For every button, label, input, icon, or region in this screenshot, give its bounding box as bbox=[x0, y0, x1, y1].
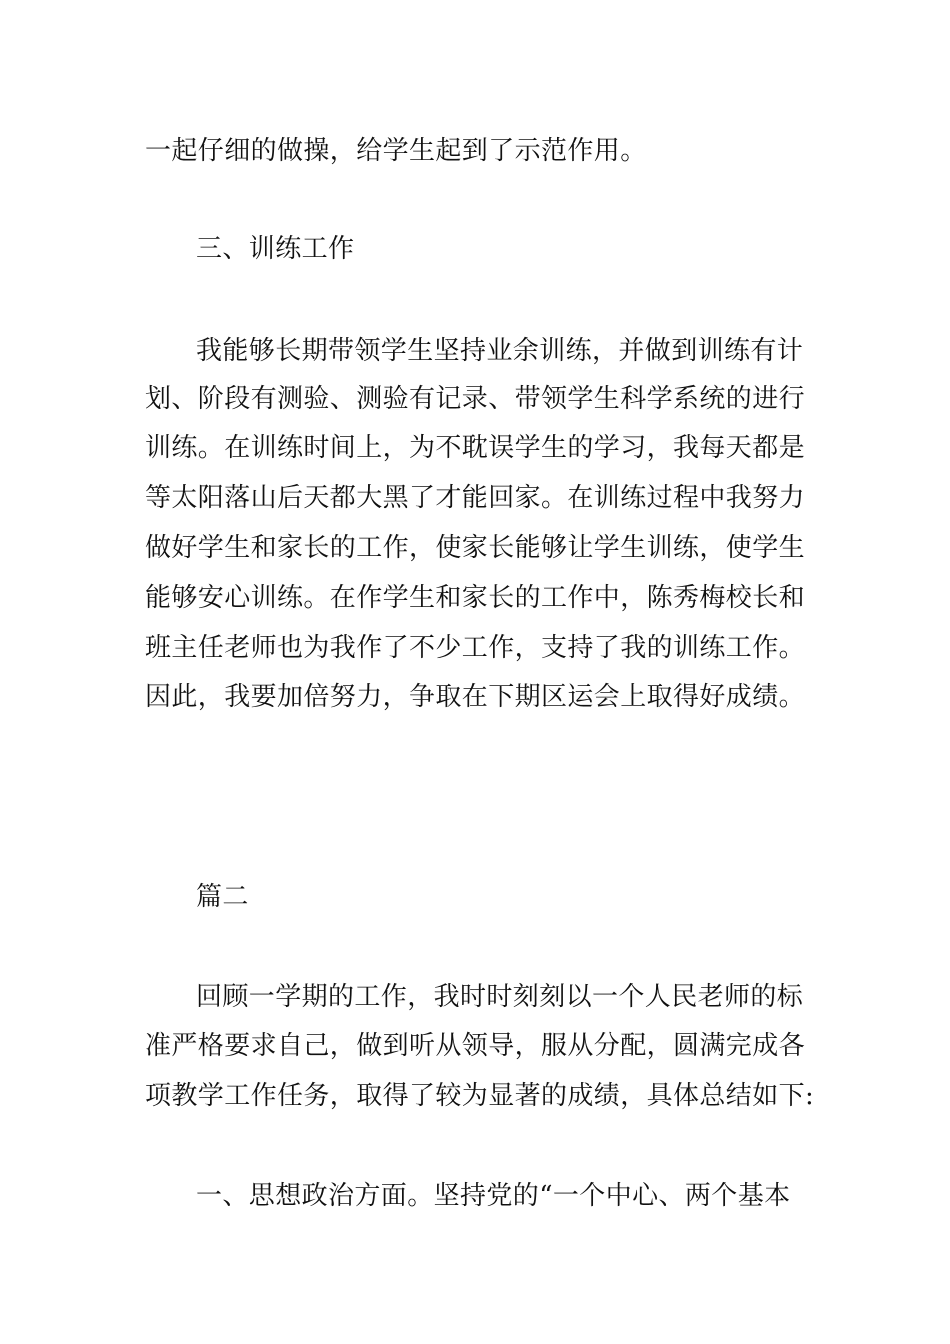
section-heading-training: 三、训练工作 bbox=[196, 234, 355, 264]
paragraph-line: 划、阶段有测验、测验有记录、带领学生科学系统的进行 bbox=[145, 384, 806, 414]
paragraph-line: 训练。在训练时间上，为不耽误学生的学习，我每天都是 bbox=[145, 433, 806, 463]
paragraph-line: 一起仔细的做操，给学生起到了示范作用。 bbox=[145, 136, 647, 166]
paragraph-line: 班主任老师也为我作了不少工作，支持了我的训练工作。 bbox=[145, 633, 806, 663]
paragraph-line: 准严格要求自己，做到听从领导，服从分配，圆满完成各 bbox=[145, 1031, 806, 1061]
paragraph-line: 我能够长期带领学生坚持业余训练，并做到训练有计 bbox=[196, 336, 804, 366]
paragraph-line: 做好学生和家长的工作，使家长能够让学生训练，使学生 bbox=[145, 533, 806, 563]
paragraph-line: 等太阳落山后天都大黑了才能回家。在训练过程中我努力 bbox=[145, 483, 806, 513]
paragraph-line: 项教学工作任务，取得了较为显著的成绩，具体总结如下: bbox=[145, 1081, 815, 1111]
part-heading: 篇二 bbox=[196, 882, 249, 912]
paragraph-line: 能够安心训练。在作学生和家长的工作中，陈秀梅校长和 bbox=[145, 583, 806, 613]
paragraph-line: 一、思想政治方面。坚持党的“一个中心、两个基本 bbox=[196, 1181, 791, 1211]
paragraph-line: 回顾一学期的工作，我时时刻刻以一个人民老师的标 bbox=[196, 982, 804, 1012]
paragraph-line: 因此，我要加倍努力，争取在下期区运会上取得好成绩。 bbox=[145, 682, 806, 712]
